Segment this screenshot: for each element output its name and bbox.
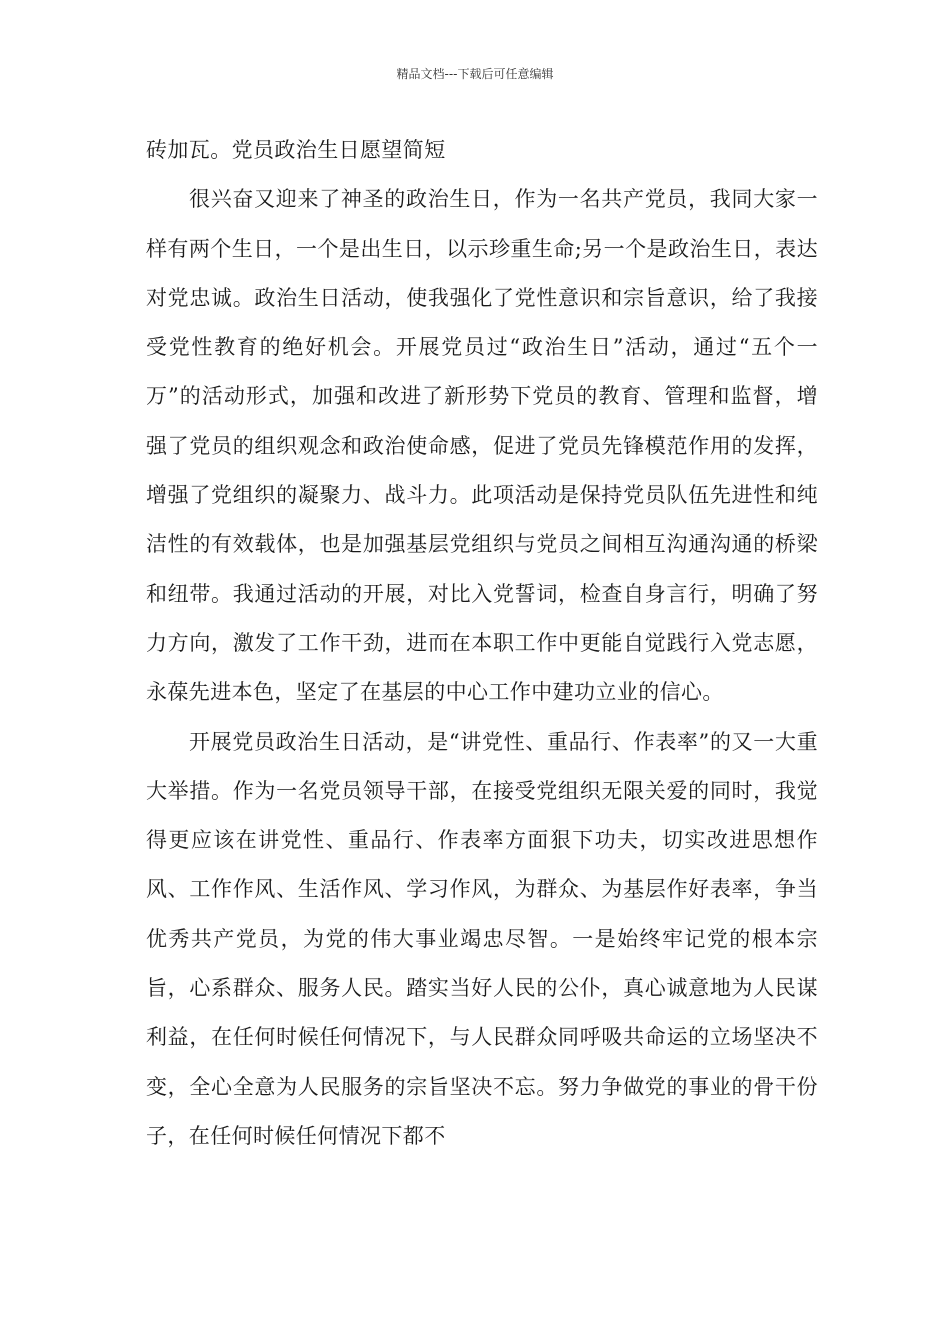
paragraph-party-conduct: 开展党员政治生日活动，是“讲党性、重品行、作表率”的又一大重大举措。作为一名党员领导干部，在接受党组织无限关爱的同时，我觉得更应该在讲党性、重品行、作表率方面狠下功夫，切实改进思想作风、工作作风、生活作风、学习作风，为群众、为基层作好表率，争当优秀共产党员，为党的伟大事业竭忠尽智。一是始终牢记党的根本宗旨，心系群众、服务人民。踏实当好人民的公仆，真心诚意地为人民谋利益，在任何时候任何情况下，与人民群众同呼吸共命运的立场坚决不变，全心全意为人民服务的宗旨坚决不忘。努力争做党的事业的骨干份子，在任何时候任何情况下都不 [146, 729, 818, 1148]
paragraph-political-birthday: 很兴奋又迎来了神圣的政治生日，作为一名共产党员，我同大家一样有两个生日，一个是出生日，以示珍重生命;另一个是政治生日，表达对党忠诚。政治生日活动，使我强化了党性意识和宗旨意识，给了我接受党性教育的绝好机会。开展党员过“政治生日”活动，通过“五个一万”的活动形式，加强和改进了新形势下党员的教育、管理和监督，增强了党员的组织观念和政治使命感，促进了党员先锋模范作用的发挥，增强了党组织的凝聚力、战斗力。此项活动是保持党员队伍先进性和纯洁性的有效载体，也是加强基层党组织与党员之间相互沟通沟通的桥梁和纽带。我通过活动的开展，对比入党誓词，检查自身言行，明确了努力方向，激发了工作干劲，进而在本职工作中更能自觉践行入党志愿，永葆先进本色，坚定了在基层的中心工作中建功立业的信心。 [146, 187, 818, 705]
document-body [146, 126, 818, 1161]
paragraph-continuation: 砖加瓦。党员政治生日愿望简短 [146, 138, 446, 162]
page-header: 精品文档---下载后可任意编辑 [396, 67, 554, 81]
